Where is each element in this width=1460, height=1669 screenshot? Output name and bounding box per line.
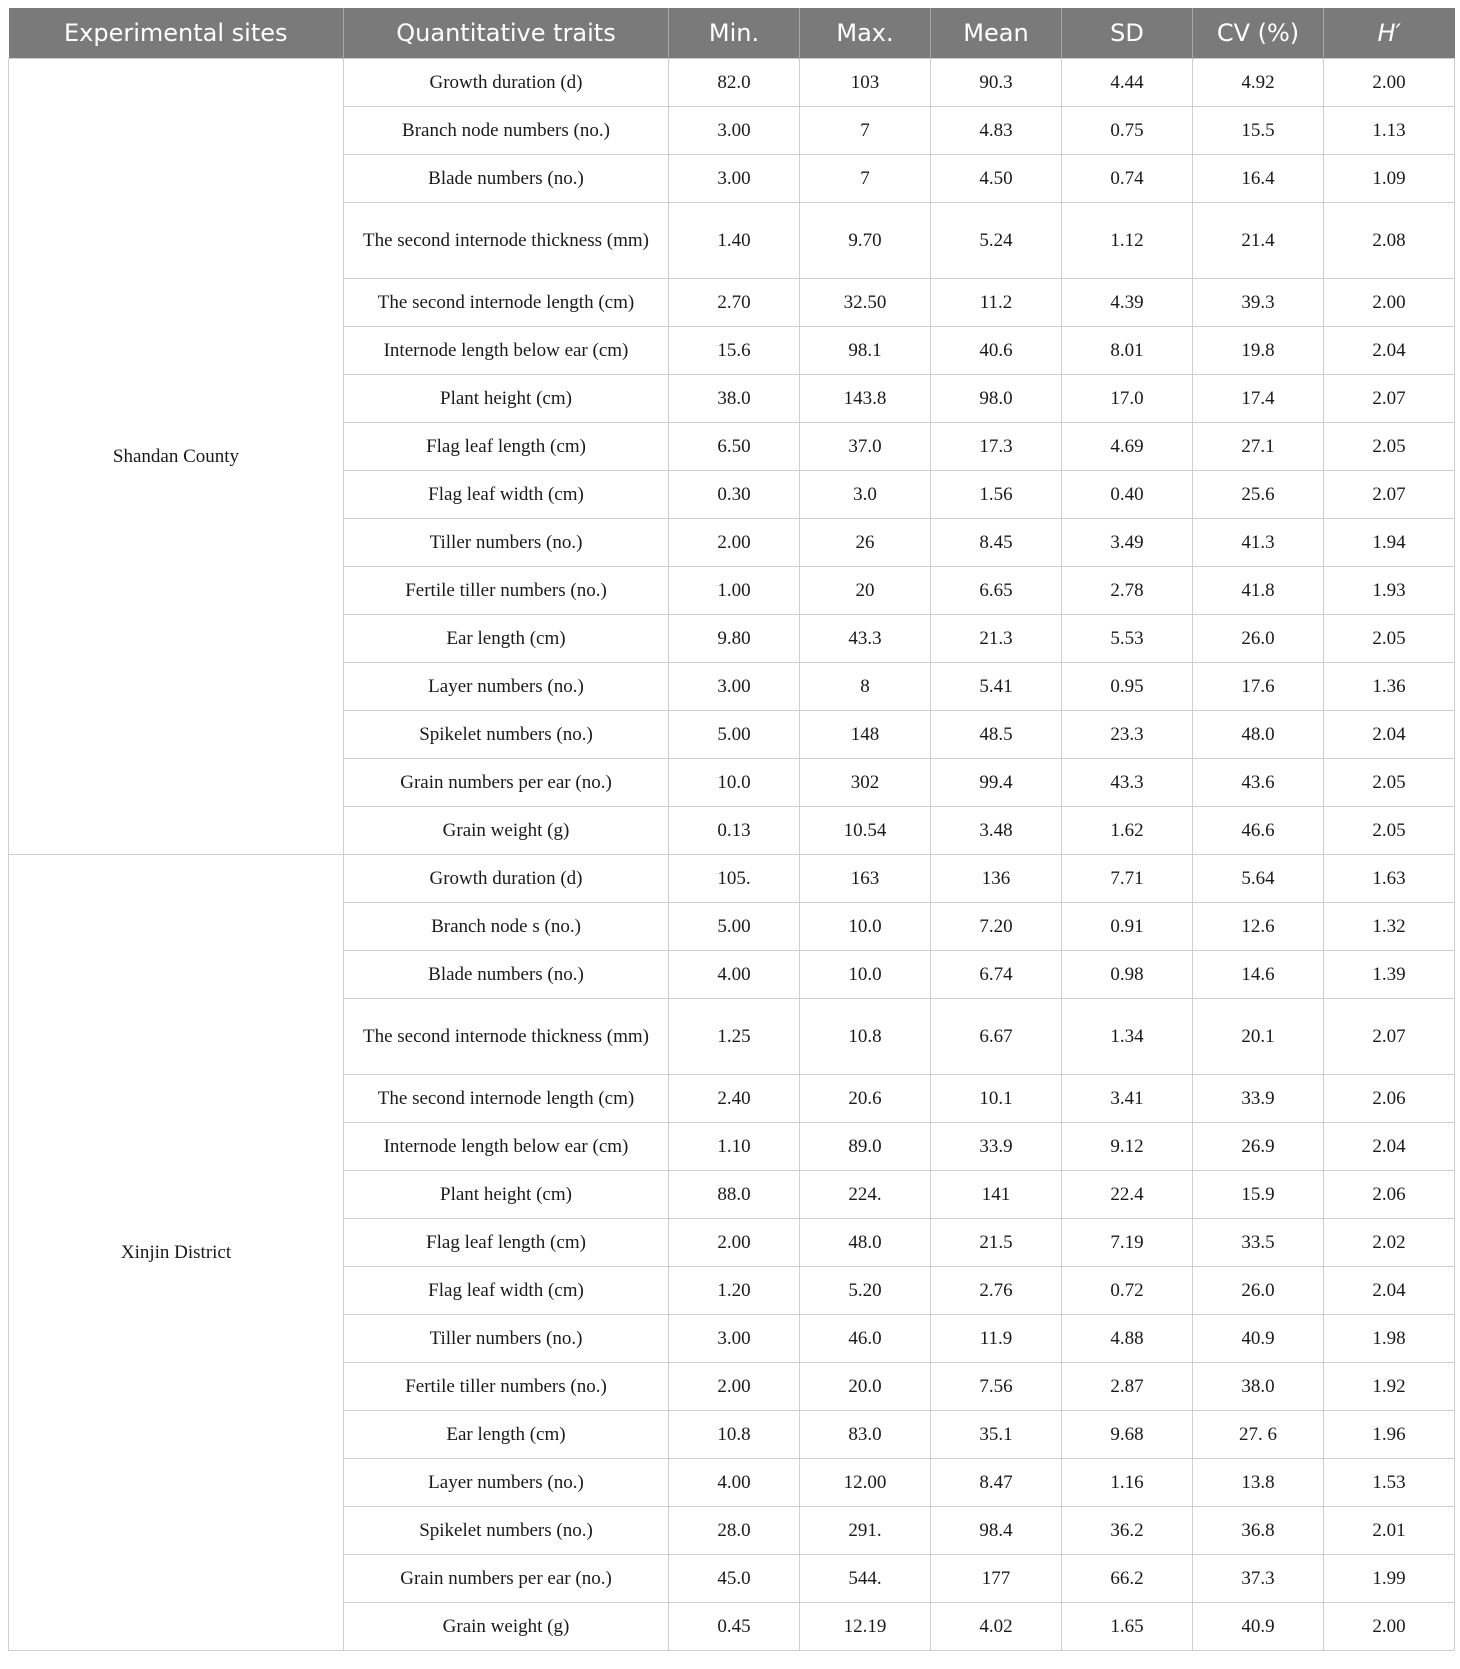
- min-cell: 15.6: [669, 327, 800, 375]
- max-cell: 143.8: [800, 375, 931, 423]
- experimental-site-cell: Xinjin District: [9, 855, 344, 1651]
- diversity-index-cell: 2.04: [1324, 1267, 1455, 1315]
- header-diversity-index: H′: [1324, 8, 1455, 59]
- sd-cell: 0.74: [1062, 155, 1193, 203]
- diversity-index-cell: 2.00: [1324, 279, 1455, 327]
- sd-cell: 5.53: [1062, 615, 1193, 663]
- cv-cell: 4.92: [1193, 59, 1324, 107]
- sd-cell: 0.72: [1062, 1267, 1193, 1315]
- min-cell: 4.00: [669, 1459, 800, 1507]
- mean-cell: 7.20: [931, 903, 1062, 951]
- max-cell: 7: [800, 107, 931, 155]
- sd-cell: 1.62: [1062, 807, 1193, 855]
- diversity-index-cell: 2.01: [1324, 1507, 1455, 1555]
- max-cell: 10.8: [800, 999, 931, 1075]
- cv-cell: 21.4: [1193, 203, 1324, 279]
- mean-cell: 141: [931, 1171, 1062, 1219]
- diversity-index-cell: 2.04: [1324, 1123, 1455, 1171]
- cv-cell: 15.9: [1193, 1171, 1324, 1219]
- sd-cell: 3.41: [1062, 1075, 1193, 1123]
- trait-cell: Fertile tiller numbers (no.): [344, 1363, 669, 1411]
- mean-cell: 4.02: [931, 1603, 1062, 1651]
- cv-cell: 40.9: [1193, 1315, 1324, 1363]
- min-cell: 28.0: [669, 1507, 800, 1555]
- min-cell: 10.0: [669, 759, 800, 807]
- sd-cell: 0.75: [1062, 107, 1193, 155]
- cv-cell: 33.9: [1193, 1075, 1324, 1123]
- max-cell: 10.54: [800, 807, 931, 855]
- mean-cell: 90.3: [931, 59, 1062, 107]
- min-cell: 0.45: [669, 1603, 800, 1651]
- max-cell: 89.0: [800, 1123, 931, 1171]
- sd-cell: 2.87: [1062, 1363, 1193, 1411]
- trait-cell: The second internode thickness (mm): [344, 999, 669, 1075]
- diversity-index-cell: 2.08: [1324, 203, 1455, 279]
- sd-cell: 66.2: [1062, 1555, 1193, 1603]
- diversity-index-cell: 2.05: [1324, 807, 1455, 855]
- max-cell: 43.3: [800, 615, 931, 663]
- max-cell: 26: [800, 519, 931, 567]
- mean-cell: 4.83: [931, 107, 1062, 155]
- sd-cell: 8.01: [1062, 327, 1193, 375]
- mean-cell: 1.56: [931, 471, 1062, 519]
- header-quantitative-traits: Quantitative traits: [344, 8, 669, 59]
- trait-cell: Layer numbers (no.): [344, 663, 669, 711]
- sd-cell: 0.98: [1062, 951, 1193, 999]
- data-table-container: [8, 8, 1452, 1651]
- trait-cell: Blade numbers (no.): [344, 951, 669, 999]
- trait-cell: The second internode length (cm): [344, 1075, 669, 1123]
- header-sd: SD: [1062, 8, 1193, 59]
- diversity-index-cell: 2.06: [1324, 1171, 1455, 1219]
- mean-cell: 136: [931, 855, 1062, 903]
- max-cell: 12.19: [800, 1603, 931, 1651]
- cv-cell: 26.0: [1193, 615, 1324, 663]
- min-cell: 9.80: [669, 615, 800, 663]
- trait-cell: Plant height (cm): [344, 1171, 669, 1219]
- diversity-index-cell: 2.06: [1324, 1075, 1455, 1123]
- diversity-index-cell: 1.93: [1324, 567, 1455, 615]
- min-cell: 5.00: [669, 903, 800, 951]
- mean-cell: 17.3: [931, 423, 1062, 471]
- sd-cell: 0.40: [1062, 471, 1193, 519]
- diversity-index-cell: 1.96: [1324, 1411, 1455, 1459]
- diversity-index-cell: 2.00: [1324, 59, 1455, 107]
- min-cell: 1.25: [669, 999, 800, 1075]
- max-cell: 148: [800, 711, 931, 759]
- diversity-index-cell: 2.05: [1324, 423, 1455, 471]
- min-cell: 0.13: [669, 807, 800, 855]
- cv-cell: 19.8: [1193, 327, 1324, 375]
- max-cell: 83.0: [800, 1411, 931, 1459]
- mean-cell: 98.4: [931, 1507, 1062, 1555]
- sd-cell: 1.12: [1062, 203, 1193, 279]
- diversity-index-cell: 1.13: [1324, 107, 1455, 155]
- sd-cell: 9.68: [1062, 1411, 1193, 1459]
- sd-cell: 17.0: [1062, 375, 1193, 423]
- diversity-index-cell: 2.04: [1324, 711, 1455, 759]
- cv-cell: 14.6: [1193, 951, 1324, 999]
- max-cell: 103: [800, 59, 931, 107]
- sd-cell: 23.3: [1062, 711, 1193, 759]
- cv-cell: 25.6: [1193, 471, 1324, 519]
- trait-cell: Internode length below ear (cm): [344, 1123, 669, 1171]
- cv-cell: 38.0: [1193, 1363, 1324, 1411]
- cv-cell: 27. 6: [1193, 1411, 1324, 1459]
- max-cell: 10.0: [800, 903, 931, 951]
- sd-cell: 7.19: [1062, 1219, 1193, 1267]
- min-cell: 105.: [669, 855, 800, 903]
- cv-cell: 43.6: [1193, 759, 1324, 807]
- trait-cell: Flag leaf length (cm): [344, 423, 669, 471]
- max-cell: 12.00: [800, 1459, 931, 1507]
- table-header: [9, 8, 1455, 59]
- sd-cell: 4.44: [1062, 59, 1193, 107]
- cv-cell: 41.3: [1193, 519, 1324, 567]
- cv-cell: 12.6: [1193, 903, 1324, 951]
- header-mean: Mean: [931, 8, 1062, 59]
- max-cell: 37.0: [800, 423, 931, 471]
- cv-cell: 13.8: [1193, 1459, 1324, 1507]
- min-cell: 1.00: [669, 567, 800, 615]
- mean-cell: 6.67: [931, 999, 1062, 1075]
- table-body: [9, 59, 1455, 1651]
- max-cell: 20.6: [800, 1075, 931, 1123]
- mean-cell: 177: [931, 1555, 1062, 1603]
- min-cell: 3.00: [669, 155, 800, 203]
- trait-cell: Ear length (cm): [344, 615, 669, 663]
- max-cell: 7: [800, 155, 931, 203]
- min-cell: 45.0: [669, 1555, 800, 1603]
- experimental-site-cell: Shandan County: [9, 59, 344, 855]
- cv-cell: 17.4: [1193, 375, 1324, 423]
- sd-cell: 1.34: [1062, 999, 1193, 1075]
- cv-cell: 5.64: [1193, 855, 1324, 903]
- mean-cell: 6.74: [931, 951, 1062, 999]
- diversity-index-cell: 2.07: [1324, 471, 1455, 519]
- mean-cell: 11.9: [931, 1315, 1062, 1363]
- min-cell: 82.0: [669, 59, 800, 107]
- min-cell: 38.0: [669, 375, 800, 423]
- mean-cell: 2.76: [931, 1267, 1062, 1315]
- sd-cell: 3.49: [1062, 519, 1193, 567]
- diversity-index-cell: 2.00: [1324, 1603, 1455, 1651]
- trait-cell: Internode length below ear (cm): [344, 327, 669, 375]
- min-cell: 10.8: [669, 1411, 800, 1459]
- cv-cell: 36.8: [1193, 1507, 1324, 1555]
- cv-cell: 26.9: [1193, 1123, 1324, 1171]
- diversity-index-cell: 1.53: [1324, 1459, 1455, 1507]
- min-cell: 4.00: [669, 951, 800, 999]
- max-cell: 291.: [800, 1507, 931, 1555]
- cv-cell: 16.4: [1193, 155, 1324, 203]
- trait-cell: Layer numbers (no.): [344, 1459, 669, 1507]
- diversity-index-cell: 2.05: [1324, 759, 1455, 807]
- cv-cell: 39.3: [1193, 279, 1324, 327]
- cv-cell: 41.8: [1193, 567, 1324, 615]
- diversity-index-cell: 1.39: [1324, 951, 1455, 999]
- diversity-index-cell: 2.04: [1324, 327, 1455, 375]
- mean-cell: 98.0: [931, 375, 1062, 423]
- cv-cell: 20.1: [1193, 999, 1324, 1075]
- sd-cell: 4.69: [1062, 423, 1193, 471]
- cv-cell: 17.6: [1193, 663, 1324, 711]
- mean-cell: 5.24: [931, 203, 1062, 279]
- sd-cell: 1.16: [1062, 1459, 1193, 1507]
- trait-cell: Plant height (cm): [344, 375, 669, 423]
- mean-cell: 21.5: [931, 1219, 1062, 1267]
- sd-cell: 0.91: [1062, 903, 1193, 951]
- mean-cell: 48.5: [931, 711, 1062, 759]
- mean-cell: 6.65: [931, 567, 1062, 615]
- header-row: [9, 8, 1455, 59]
- min-cell: 2.70: [669, 279, 800, 327]
- trait-cell: The second internode length (cm): [344, 279, 669, 327]
- diversity-index-cell: 1.32: [1324, 903, 1455, 951]
- min-cell: 3.00: [669, 663, 800, 711]
- diversity-index-cell: 1.94: [1324, 519, 1455, 567]
- sd-cell: 0.95: [1062, 663, 1193, 711]
- min-cell: 2.00: [669, 1219, 800, 1267]
- diversity-index-cell: 1.92: [1324, 1363, 1455, 1411]
- max-cell: 48.0: [800, 1219, 931, 1267]
- mean-cell: 99.4: [931, 759, 1062, 807]
- cv-cell: 33.5: [1193, 1219, 1324, 1267]
- min-cell: 2.00: [669, 519, 800, 567]
- sd-cell: 4.39: [1062, 279, 1193, 327]
- mean-cell: 11.2: [931, 279, 1062, 327]
- diversity-index-cell: 1.63: [1324, 855, 1455, 903]
- mean-cell: 4.50: [931, 155, 1062, 203]
- trait-cell: Grain numbers per ear (no.): [344, 759, 669, 807]
- mean-cell: 3.48: [931, 807, 1062, 855]
- sd-cell: 7.71: [1062, 855, 1193, 903]
- mean-cell: 10.1: [931, 1075, 1062, 1123]
- table-row: [9, 59, 1455, 107]
- header-max: Max.: [800, 8, 931, 59]
- cv-cell: 15.5: [1193, 107, 1324, 155]
- diversity-index-cell: 1.99: [1324, 1555, 1455, 1603]
- mean-cell: 21.3: [931, 615, 1062, 663]
- cv-cell: 26.0: [1193, 1267, 1324, 1315]
- sd-cell: 22.4: [1062, 1171, 1193, 1219]
- min-cell: 1.40: [669, 203, 800, 279]
- cv-cell: 40.9: [1193, 1603, 1324, 1651]
- sd-cell: 2.78: [1062, 567, 1193, 615]
- max-cell: 10.0: [800, 951, 931, 999]
- min-cell: 3.00: [669, 1315, 800, 1363]
- min-cell: 2.00: [669, 1363, 800, 1411]
- max-cell: 9.70: [800, 203, 931, 279]
- diversity-index-cell: 1.09: [1324, 155, 1455, 203]
- mean-cell: 40.6: [931, 327, 1062, 375]
- max-cell: 46.0: [800, 1315, 931, 1363]
- trait-cell: Flag leaf length (cm): [344, 1219, 669, 1267]
- diversity-index-cell: 2.07: [1324, 375, 1455, 423]
- min-cell: 1.20: [669, 1267, 800, 1315]
- sd-cell: 1.65: [1062, 1603, 1193, 1651]
- diversity-index-cell: 2.02: [1324, 1219, 1455, 1267]
- trait-cell: Blade numbers (no.): [344, 155, 669, 203]
- cv-cell: 46.6: [1193, 807, 1324, 855]
- min-cell: 88.0: [669, 1171, 800, 1219]
- diversity-index-cell: 1.36: [1324, 663, 1455, 711]
- trait-cell: Spikelet numbers (no.): [344, 711, 669, 759]
- sd-cell: 4.88: [1062, 1315, 1193, 1363]
- max-cell: 32.50: [800, 279, 931, 327]
- max-cell: 544.: [800, 1555, 931, 1603]
- max-cell: 20.0: [800, 1363, 931, 1411]
- max-cell: 3.0: [800, 471, 931, 519]
- min-cell: 5.00: [669, 711, 800, 759]
- cv-cell: 48.0: [1193, 711, 1324, 759]
- trait-cell: Spikelet numbers (no.): [344, 1507, 669, 1555]
- max-cell: 8: [800, 663, 931, 711]
- max-cell: 163: [800, 855, 931, 903]
- cv-cell: 37.3: [1193, 1555, 1324, 1603]
- min-cell: 0.30: [669, 471, 800, 519]
- trait-cell: Flag leaf width (cm): [344, 471, 669, 519]
- sd-cell: 36.2: [1062, 1507, 1193, 1555]
- min-cell: 6.50: [669, 423, 800, 471]
- min-cell: 3.00: [669, 107, 800, 155]
- header-min: Min.: [669, 8, 800, 59]
- max-cell: 20: [800, 567, 931, 615]
- header-cv: CV (%): [1193, 8, 1324, 59]
- max-cell: 302: [800, 759, 931, 807]
- cv-cell: 27.1: [1193, 423, 1324, 471]
- trait-cell: Ear length (cm): [344, 1411, 669, 1459]
- min-cell: 2.40: [669, 1075, 800, 1123]
- trait-cell: Fertile tiller numbers (no.): [344, 567, 669, 615]
- max-cell: 5.20: [800, 1267, 931, 1315]
- diversity-index-cell: 1.98: [1324, 1315, 1455, 1363]
- mean-cell: 7.56: [931, 1363, 1062, 1411]
- trait-cell: Grain numbers per ear (no.): [344, 1555, 669, 1603]
- mean-cell: 8.47: [931, 1459, 1062, 1507]
- trait-cell: Grain weight (g): [344, 807, 669, 855]
- mean-cell: 8.45: [931, 519, 1062, 567]
- max-cell: 224.: [800, 1171, 931, 1219]
- header-experimental-sites: Experimental sites: [9, 8, 344, 59]
- diversity-index-cell: 2.05: [1324, 615, 1455, 663]
- trait-cell: Branch node numbers (no.): [344, 107, 669, 155]
- sd-cell: 9.12: [1062, 1123, 1193, 1171]
- mean-cell: 35.1: [931, 1411, 1062, 1459]
- max-cell: 98.1: [800, 327, 931, 375]
- trait-cell: The second internode thickness (mm): [344, 203, 669, 279]
- trait-cell: Flag leaf width (cm): [344, 1267, 669, 1315]
- mean-cell: 5.41: [931, 663, 1062, 711]
- quantitative-traits-table: [8, 8, 1455, 1651]
- trait-cell: Branch node s (no.): [344, 903, 669, 951]
- trait-cell: Growth duration (d): [344, 855, 669, 903]
- trait-cell: Tiller numbers (no.): [344, 1315, 669, 1363]
- min-cell: 1.10: [669, 1123, 800, 1171]
- trait-cell: Tiller numbers (no.): [344, 519, 669, 567]
- diversity-index-cell: 2.07: [1324, 999, 1455, 1075]
- trait-cell: Growth duration (d): [344, 59, 669, 107]
- trait-cell: Grain weight (g): [344, 1603, 669, 1651]
- table-row: [9, 855, 1455, 903]
- mean-cell: 33.9: [931, 1123, 1062, 1171]
- sd-cell: 43.3: [1062, 759, 1193, 807]
